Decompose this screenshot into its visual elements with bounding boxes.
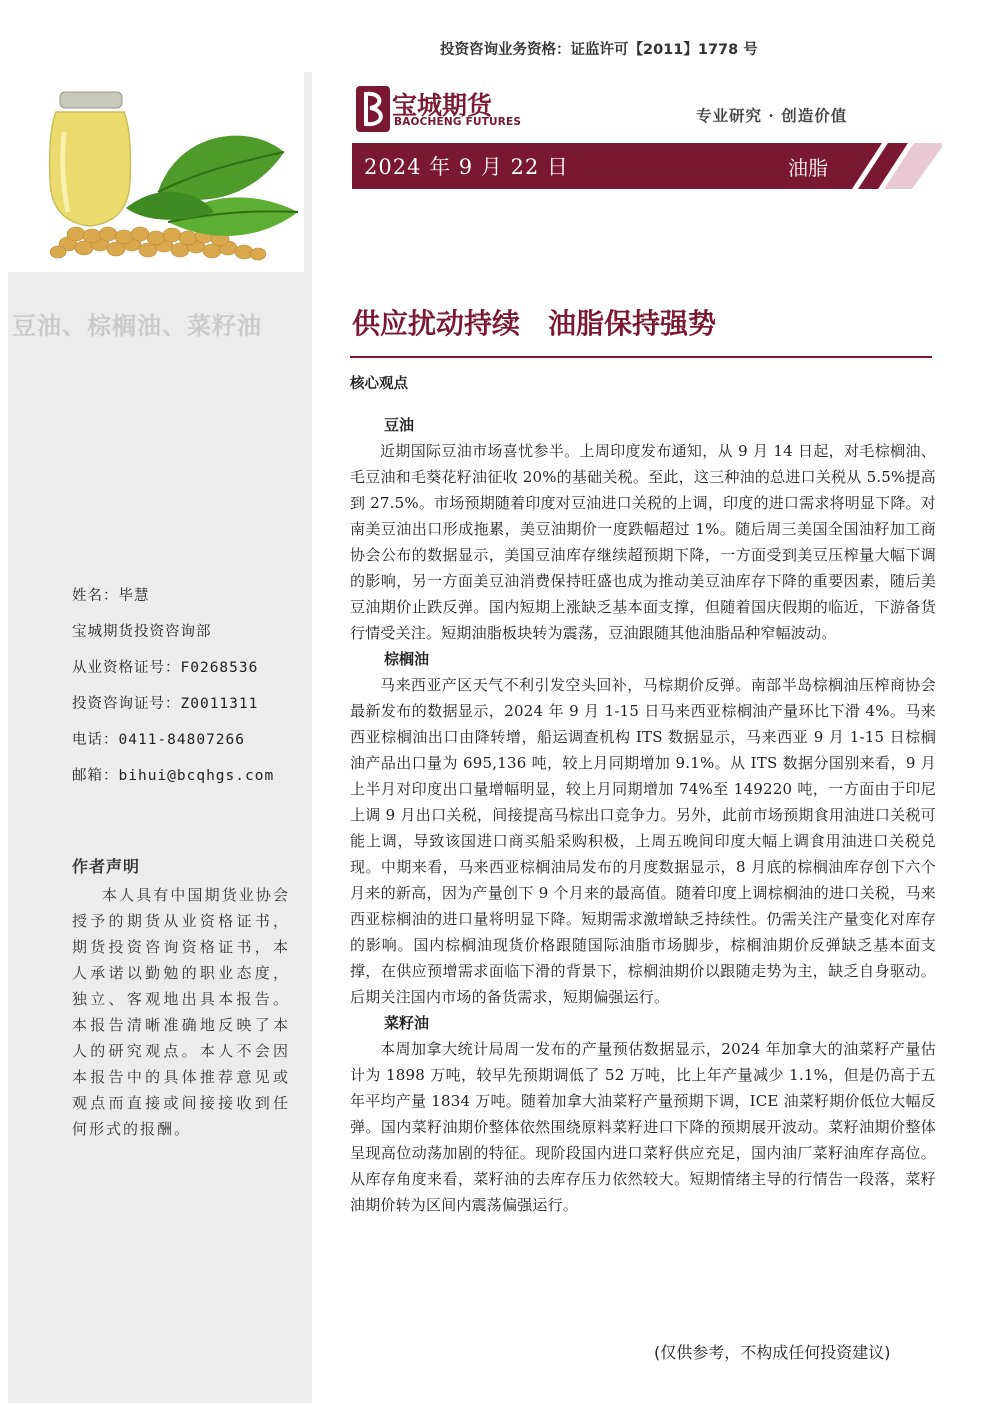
headline-divider xyxy=(350,356,932,358)
section-body-soybean-oil: 近期国际豆油市场喜忧参半。上周印度发布通知，从 9 月 14 日起，对毛棕榈油、毛豆油和毛葵花籽油征收 20%的基础关税。至此，这三种油的总进口关税从 5.5%提高到 27.5%。市场预期随着印度对豆油进口关税的上调，印度的进口需求将明显下降。对南美豆油出口形成拖累，美豆油期价一度跌幅超过 1%。随后周三美国全国油籽加工商协会公布的数据显示，美国豆油库存继续超预期下降，一方面受到美豆压榨量大幅下调的影响，另一方面美豆油消费保持旺盛也成为推动美豆油库存下降的重要因素，随后美豆油期价止跌反弹。国内短期上涨缺乏基本面支撑，但随着国庆假期的临近，下游备货行情受关注。短期油脂板块转为震荡，豆油跟随其他油脂品种窄幅波动。 xyxy=(350,442,936,642)
declaration-body: 本人具有中国期货业协会授予的期货从业资格证书，期货投资咨询资格证书，本人承诺以勤勉的职业态度，独立、客观地出具本报告。本报告清晰准确地反映了本人的研究观点。本人不会因本报告中的具体推荐意见或观点而直接或间接接收到任何形式的报酬。 xyxy=(72,886,290,1138)
declaration-title: 作者声明 xyxy=(72,857,141,876)
core-view-label: 核心观点 xyxy=(350,376,408,392)
headline: 供应扰动持续 油脂保持强势 xyxy=(352,307,717,340)
analyst-email[interactable]: 邮箱：bihui@bcqhgs.com xyxy=(72,768,275,784)
analyst-qualification-id: 从业资格证号：F0268536 xyxy=(72,660,259,676)
product-list-title: 豆油、棕榈油、菜籽油 xyxy=(12,312,262,340)
section-body-rapeseed-oil: 本周加拿大统计局周一发布的产量预估数据显示，2024 年加拿大的油菜籽产量估计为 1898 万吨，较早先预期调低了 52 万吨，比上年产量减少 1.1%，但是仍高于五年平均产量 1834 万吨。随着加拿大油菜籽产量预期下调，ICE 油菜籽期价低位大幅反弹。国内菜籽油期价整体依然围绕原料菜籽进口下降的预期展开波动。菜籽油期价整体呈现高位动荡加剧的特征。现阶段国内进口菜籽供应充足，国内油厂菜籽油库存高位。从库存角度来看，菜籽油的去库存压力依然较大。短期情绪主导的行情告一段落，菜籽油期价转为区间内震荡偏强运行。 xyxy=(350,1040,936,1214)
product-photo xyxy=(8,72,304,272)
report-body xyxy=(350,412,936,1218)
report-date: 2024 年 9 月 22 日 xyxy=(364,155,569,179)
analyst-consult-id: 投资咨询证号：Z0011311 xyxy=(72,696,259,712)
disclaimer: (仅供参考，不构成任何投资建议) xyxy=(654,1343,891,1362)
analyst-phone: 电话：0411-84807266 xyxy=(72,732,245,748)
report-category: 油脂 xyxy=(788,156,828,180)
analyst-department: 宝城期货投资咨询部 xyxy=(72,624,212,640)
logo-mark-icon xyxy=(356,86,390,132)
section-title-rapeseed-oil: 菜籽油 xyxy=(384,1014,430,1032)
analyst-contact xyxy=(72,578,308,794)
company-logo xyxy=(356,86,526,132)
analyst-name: 姓名：毕慧 xyxy=(72,588,150,604)
section-body-palm-oil: 马来西亚产区天气不利引发空头回补，马棕期价反弹。南部半岛棕榈油压榨商协会最新发布的数据显示，2024 年 9 月 1-15 日马来西亚棕榈油产量环比下滑 4%。马来西亚棕榈油出口由降转增，船运调查机构 ITS 数据显示，马来西亚 9 月 1-15 日棕榈油产品出口量为 695,136 吨，较上月同期增加 9.1%。从 ITS 数据分国别来看，9 月上半月对印度出口量增幅明显，较上月同期增加 74%至 149220 吨，一方面由于印尼上调 9 月出口关税，间接提高马棕出口竞争力。另外，此前市场预期食用油进口关税可能上调，导致该国进口商买船采购积极，上周五晚间印度大幅上调食用油进口关税兑现。中期来看，马来西亚棕榈油局发布的月度数据显示，8 月底的棕榈油库存创下六个月来的新高，因为产量创下 9 个月来的最高值。随着印度上调棕榈油的进口关税，马来西亚棕榈油的进口量将明显下降。短期需求激增缺乏持续性。仍需关注产量变化对库存的影响。国内棕榈油现货价格跟随国际油脂市场脚步，棕榈油期价反弹缺乏基本面支撑，在供应预增需求面临下滑的背景下，棕榈油期价以跟随走势为主，缺乏自身驱动。后期关注国内市场的备货需求，短期偏强运行。 xyxy=(350,676,936,1006)
section-title-soybean-oil: 豆油 xyxy=(384,416,415,434)
section-title-palm-oil: 棕榈油 xyxy=(384,650,430,668)
logo-text-en: BAOCHENG FUTURES xyxy=(394,116,522,128)
slogan: 专业研究 · 创造价值 xyxy=(696,106,848,125)
certificate-line: 投资咨询业务资格：证监许可【2011】1778 号 xyxy=(440,42,758,58)
logo-text-cn: 宝城期货 xyxy=(392,91,493,120)
